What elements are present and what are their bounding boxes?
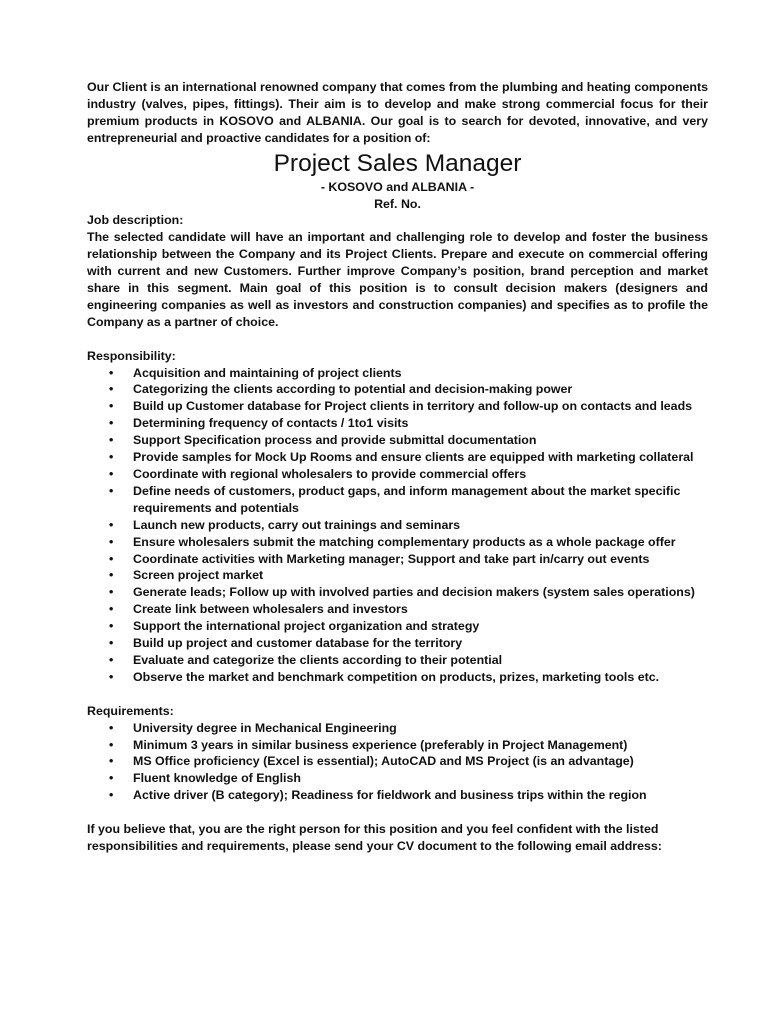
responsibility-item-text: Screen project market — [133, 568, 264, 583]
spacer — [87, 804, 708, 821]
bullet-icon: • — [109, 450, 114, 465]
responsibility-item-text: Coordinate with regional wholesalers to provide commercial offers — [133, 467, 527, 482]
responsibility-item-text: Support the international project organization and strategy — [133, 619, 480, 634]
responsibility-item — [87, 415, 708, 432]
requirement-item-text: Fluent knowledge of English — [133, 771, 301, 786]
responsibility-item-text: Categorizing the clients according to potential and decision-making power — [133, 382, 573, 397]
responsibility-item-text: Evaluate and categorize the clients according to their potential — [133, 652, 503, 667]
responsibility-item — [87, 466, 708, 483]
bullet-icon: • — [109, 771, 114, 786]
closing-paragraph: If you believe that, you are the right person for this position and you feel confident with the listed responsibilities and requirements, please send your CV document to the following email address: — [87, 822, 662, 853]
responsibility-heading: Responsibility: — [87, 348, 176, 363]
responsibility-item — [87, 652, 708, 669]
bullet-icon: • — [109, 636, 114, 651]
responsibility-item — [87, 534, 708, 551]
responsibility-item — [87, 618, 708, 635]
responsibility-item — [87, 567, 708, 584]
requirements-list — [87, 720, 708, 805]
responsibility-item-text: Observe the market and benchmark competition on products, prizes, marketing tools etc. — [133, 669, 660, 684]
bullet-icon: • — [109, 619, 114, 634]
requirement-item-text: University degree in Mechanical Engineering — [133, 720, 397, 735]
responsibility-item-text: Determining frequency of contacts / 1to1 visits — [133, 416, 409, 431]
responsibility-item — [87, 517, 708, 534]
bullet-icon: • — [109, 788, 114, 803]
bullet-icon: • — [109, 534, 114, 549]
responsibility-item-text: Build up project and customer database for the territory — [133, 636, 463, 651]
responsibility-item — [87, 365, 708, 382]
requirement-item — [87, 737, 708, 754]
responsibility-item — [87, 432, 708, 449]
bullet-icon: • — [109, 585, 114, 600]
responsibility-item — [87, 381, 708, 398]
intro-paragraph: Our Client is an international renowned company that comes from the plumbing and heating components industry (valves, pipes, fittings). Their aim is to develop and make strong commercial focus for their premium products in KOSOVO and ALBANIA. Our goal is to search for devoted, innovative, and very entrepreneurial and proactive candidates for a position of: — [87, 80, 708, 145]
requirement-item — [87, 770, 708, 787]
bullet-icon: • — [109, 483, 114, 498]
spacer — [87, 331, 708, 348]
bullet-icon: • — [109, 551, 114, 566]
bullet-icon: • — [109, 399, 114, 414]
responsibility-item — [87, 483, 708, 517]
job-description-heading: Job description: — [87, 213, 184, 228]
spacer — [87, 686, 708, 703]
bullet-icon: • — [109, 652, 114, 667]
bullet-icon: • — [109, 467, 114, 482]
responsibility-item-text: Provide samples for Mock Up Rooms and ensure clients are equipped with marketing collateral — [133, 450, 694, 465]
requirement-item-text: Minimum 3 years in similar business experience (preferably in Project Management) — [133, 737, 628, 752]
page-title: Project Sales Manager — [273, 149, 522, 177]
responsibility-item-text: Create link between wholesalers and investors — [133, 602, 408, 617]
responsibility-item — [87, 635, 708, 652]
responsibility-item — [87, 551, 708, 568]
responsibility-item-text: Acquisition and maintaining of project clients — [133, 365, 402, 380]
bullet-icon: • — [109, 365, 114, 380]
job-description-text: The selected candidate will have an important and challenging role to develop and foster the business relationship between the Company and its Project Clients. Prepare and execute on commercial offering with current and new Customers. Further improve Company’s position, brand perception and market share in this segment. Main goal of this position is to consult decision makers (designers and engineering companies as well as investors and construction companies) and specifies as to profile the Company as a partner of choice. — [87, 230, 708, 329]
responsibility-item-text: Ensure wholesalers submit the matching complementary products as a whole package offer — [133, 534, 676, 549]
bullet-icon: • — [109, 568, 114, 583]
responsibility-item-text: Build up Customer database for Project clients in territory and follow-up on contacts and leads — [133, 399, 693, 414]
requirements-heading: Requirements: — [87, 703, 174, 718]
location-subtitle: - KOSOVO and ALBANIA - — [320, 179, 475, 194]
responsibility-item-text: Generate leads; Follow up with involved parties and decision makers (system sales operations) — [133, 585, 695, 600]
responsibility-item-text: Define needs of customers, product gaps, and inform management about the market specific requirements and potentials — [133, 483, 681, 515]
responsibility-item — [87, 601, 708, 618]
responsibility-item — [87, 584, 708, 601]
responsibility-item-text: Coordinate activities with Marketing manager; Support and take part in/carry out events — [133, 551, 650, 566]
responsibility-list — [87, 365, 708, 686]
bullet-icon: • — [109, 669, 114, 684]
bullet-icon: • — [109, 433, 114, 448]
responsibility-item — [87, 449, 708, 466]
bullet-icon: • — [109, 754, 114, 769]
bullet-icon: • — [109, 382, 114, 397]
requirement-item-text: MS Office proficiency (Excel is essential); AutoCAD and MS Project (is an advantage) — [133, 754, 634, 769]
responsibility-item — [87, 398, 708, 415]
bullet-icon: • — [109, 602, 114, 617]
requirement-item — [87, 720, 708, 737]
requirement-item — [87, 753, 708, 770]
responsibility-item — [87, 669, 708, 686]
responsibility-item-text: Support Specification process and provide submittal documentation — [133, 433, 537, 448]
reference-number: Ref. No. — [374, 196, 421, 211]
bullet-icon: • — [109, 720, 114, 735]
bullet-icon: • — [109, 416, 114, 431]
bullet-icon: • — [109, 737, 114, 752]
bullet-icon: • — [109, 517, 114, 532]
requirement-item-text: Active driver (B category); Readiness for fieldwork and business trips within the region — [133, 788, 647, 803]
responsibility-item-text: Launch new products, carry out trainings and seminars — [133, 517, 461, 532]
job-ad-document — [87, 79, 708, 855]
requirement-item — [87, 787, 708, 804]
